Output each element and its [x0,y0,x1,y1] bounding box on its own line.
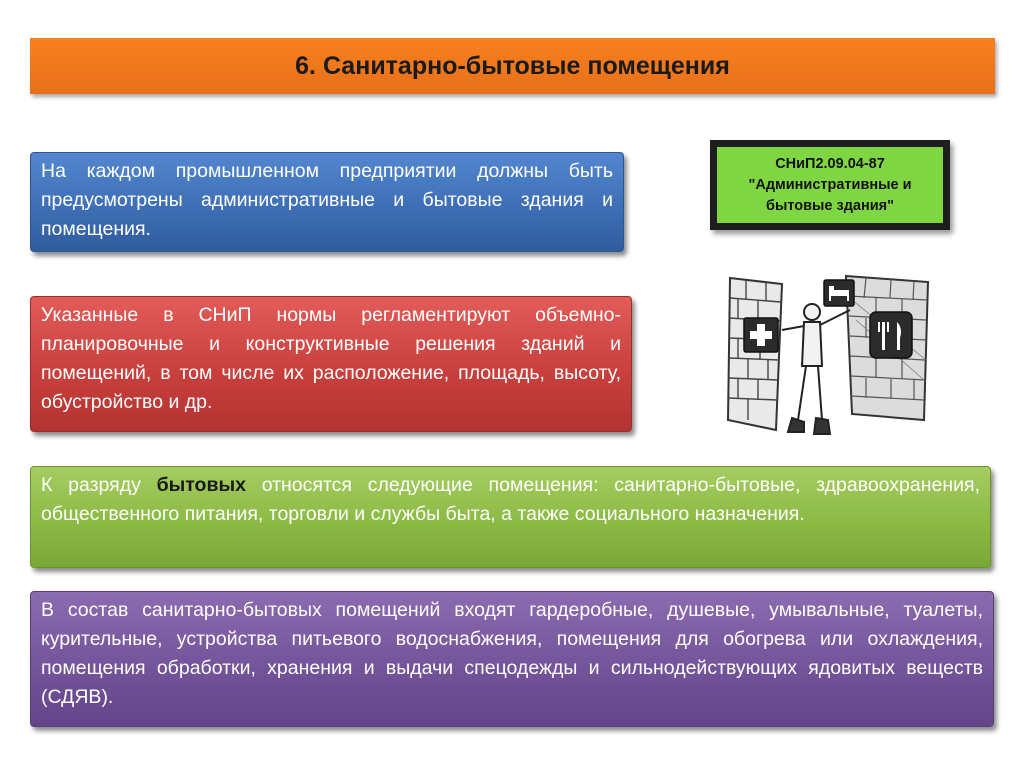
household-text-prefix: К разряду [41,474,157,496]
bed-icon [824,280,854,306]
info-box-enterprise-text: На каждом промышленном предприятии должны быть предусмотрены административные и бытовые здания и помещения. [41,160,613,240]
snip-code: СНиП2.09.04-87 [775,155,885,172]
snip-reference-box [710,140,950,230]
title-bar [30,38,995,94]
sign-hanger-illustration [726,270,930,446]
info-box-enterprise [30,152,624,252]
fork-knife-icon [870,312,912,358]
worker-figure [782,304,850,434]
slide-title: 6. Санитарно-бытовые помещения [295,51,730,80]
info-box-sanitary-rooms-text: В состав санитарно-бытовых помещений входят гардеробные, душевые, умывальные, туалеты, курительные, устройства питьевого водоснабжения, помещения для обогрева или охлаждения, помещения обработки, хранения и выдачи спецодежды и сильнодействующих ядовитых веществ (СДЯВ). [41,599,983,708]
household-bold-word: бытовых [156,474,246,496]
snip-reference-inner [717,147,943,223]
first-aid-cross-icon [744,318,778,352]
info-box-household-categories [30,466,991,568]
left-brick-wall [728,278,782,430]
household-text-suffix: относятся следующие помещения: санитарно-бытовые, здравоохранения, общественного питания, торговли и службы быта, а также социального назначения. [41,474,981,525]
info-box-snip-norms-text: Указанные в СНиП нормы регламентируют объемно-планировочные и конструктивные решения зданий и помещений, в том числе их расположение, площадь, высоту, обустройство и др. [41,304,621,413]
snip-title-line1: "Административные и [748,176,912,193]
info-box-snip-norms [30,296,632,432]
snip-title-line2: бытовые здания" [766,197,894,214]
info-box-sanitary-rooms [30,591,994,727]
